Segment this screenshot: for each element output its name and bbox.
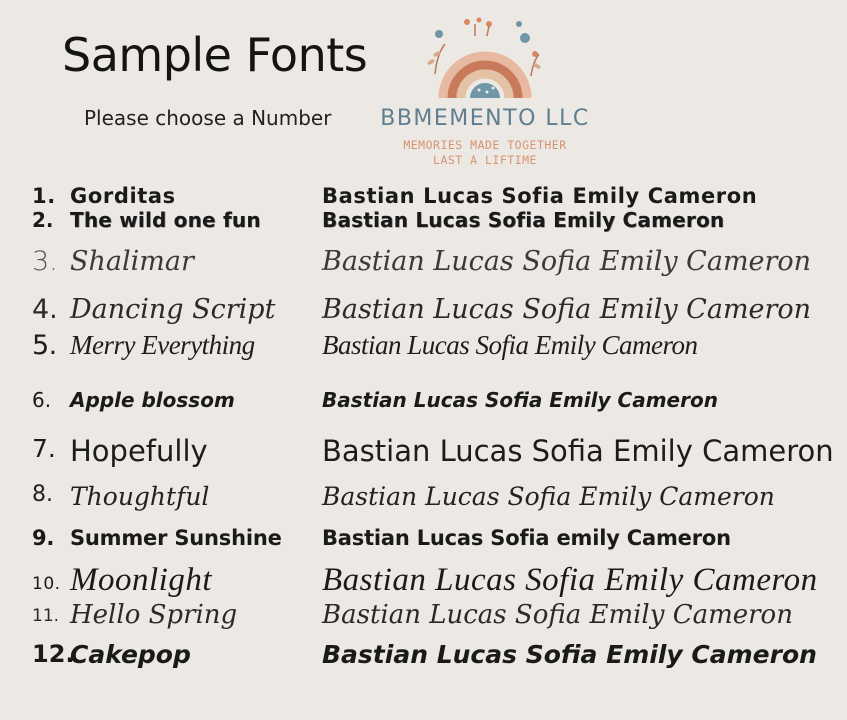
font-sample-text: Bastian Lucas Sofia Emily Cameron bbox=[322, 294, 812, 325]
brand-name: BBMEMENTO LLC bbox=[380, 106, 590, 131]
font-sample-text: Bastian Lucas Sofia Emily Cameron bbox=[322, 388, 718, 412]
font-number: 1. bbox=[32, 184, 56, 208]
font-option-row bbox=[0, 562, 847, 602]
brand-tagline-line1: MEMORIES MADE TOGETHER bbox=[403, 138, 567, 152]
font-option-row bbox=[0, 526, 847, 566]
font-option-row bbox=[0, 294, 847, 334]
brand-tagline-line2: LAST A LIFTIME bbox=[433, 153, 537, 167]
font-option-row bbox=[0, 482, 847, 522]
font-sample-text: Bastian Lucas Sofia Emily Cameron bbox=[322, 562, 818, 598]
font-number: 3. bbox=[32, 246, 58, 277]
font-sample-text: Bastian Lucas Sofia Emily Cameron bbox=[322, 482, 775, 511]
font-number: 5. bbox=[32, 330, 57, 361]
font-option-row bbox=[0, 600, 847, 640]
font-sample-text: Bastian Lucas Sofia emily Cameron bbox=[322, 526, 731, 550]
page-title: Sample Fonts bbox=[62, 28, 368, 82]
instruction-text: Please choose a Number bbox=[84, 106, 332, 130]
font-sample-text: Bastian Lucas Sofia Emily Cameron bbox=[322, 184, 758, 208]
font-name: The wild one fun bbox=[70, 208, 261, 232]
font-number: 10. bbox=[32, 574, 61, 594]
font-name: Shalimar bbox=[70, 246, 194, 277]
font-number: 2. bbox=[32, 208, 54, 232]
font-name: Summer Sunshine bbox=[70, 526, 282, 550]
font-option-row bbox=[0, 388, 847, 428]
font-name: Hello Spring bbox=[70, 600, 238, 630]
font-name: Hopefully bbox=[70, 434, 208, 468]
font-option-row bbox=[0, 434, 847, 474]
font-name: Apple blossom bbox=[70, 388, 235, 412]
font-sample-text: Bastian Lucas Sofia Emily Cameron bbox=[322, 246, 812, 277]
font-name: Moonlight bbox=[70, 562, 212, 598]
font-sample-text: Bastian Lucas Sofia Emily Cameron bbox=[322, 208, 725, 232]
font-sample-text: Bastian Lucas Sofia Emily Cameron bbox=[322, 600, 793, 630]
font-number: 8. bbox=[32, 482, 53, 507]
brand-logo bbox=[365, 14, 605, 174]
font-number: 9. bbox=[32, 526, 55, 550]
font-option-row bbox=[0, 330, 847, 370]
font-option-row bbox=[0, 640, 847, 680]
font-name: Gorditas bbox=[70, 184, 176, 208]
font-number: 6. bbox=[32, 388, 52, 412]
font-name: Dancing Script bbox=[70, 294, 276, 325]
font-option-row bbox=[0, 208, 847, 248]
font-name: Cakepop bbox=[70, 640, 191, 669]
font-number: 7. bbox=[32, 434, 56, 463]
font-number: 12. bbox=[32, 640, 75, 668]
rainbow-icon bbox=[415, 14, 555, 106]
font-name: Thoughtful bbox=[70, 482, 210, 511]
font-option-row bbox=[0, 246, 847, 286]
font-number: 11. bbox=[32, 606, 60, 626]
font-sample-text: Bastian Lucas Sofia Emily Cameron bbox=[322, 640, 817, 669]
font-sample-text: Bastian Lucas Sofia Emily Cameron bbox=[322, 330, 698, 360]
font-sample-text: Bastian Lucas Sofia Emily Cameron bbox=[322, 434, 834, 468]
font-number: 4. bbox=[32, 294, 58, 325]
font-name: Merry Everything bbox=[70, 330, 255, 360]
